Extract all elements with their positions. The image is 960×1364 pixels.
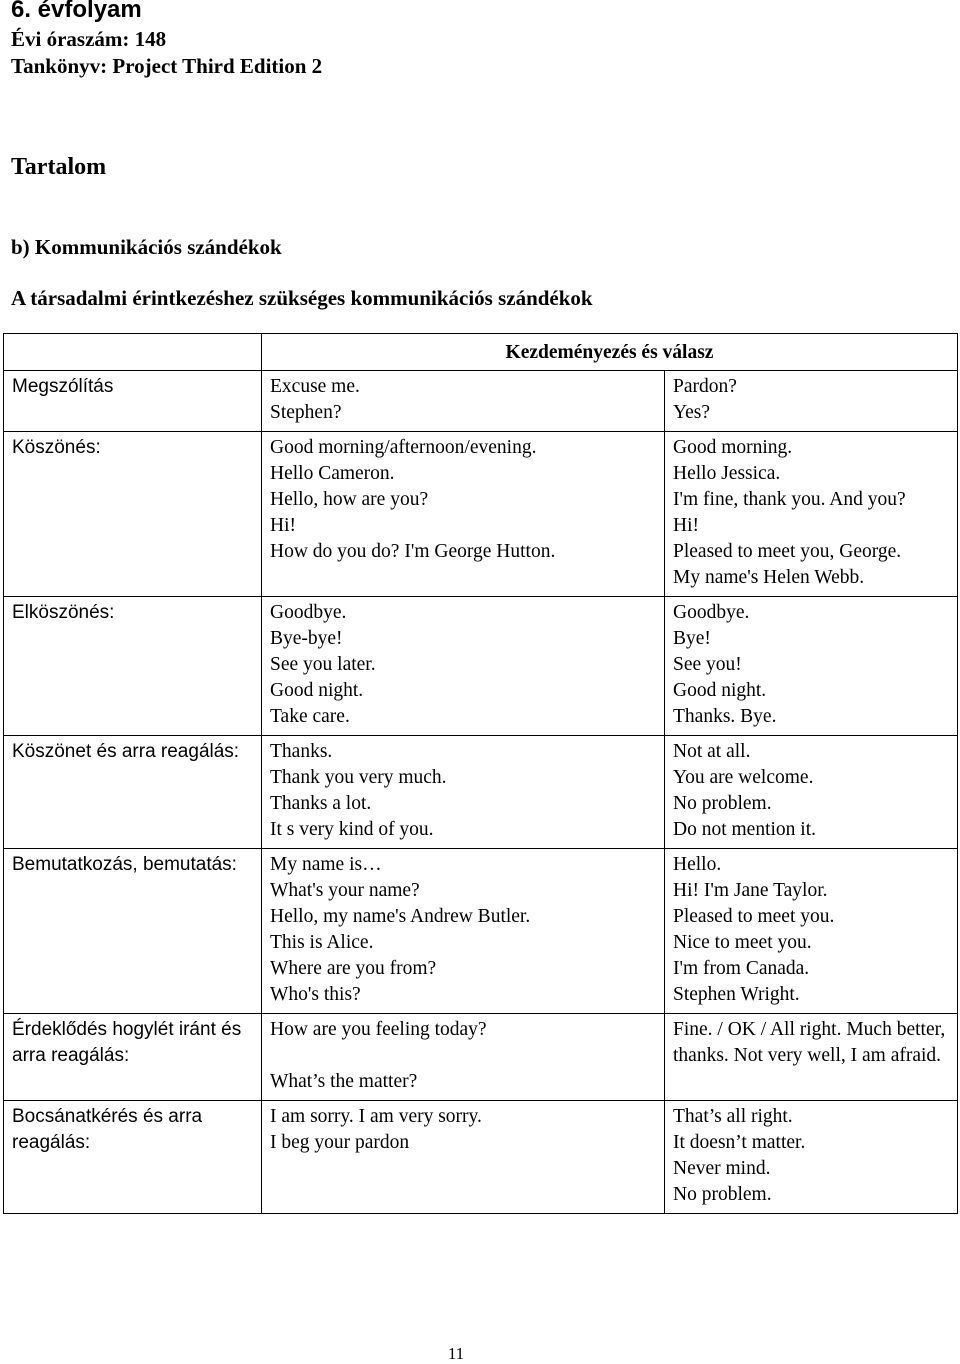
response-phrase: It doesn’t matter. [673,1132,806,1153]
initiation-phrase: I am sorry. I am very sorry. [270,1106,482,1127]
grade-heading: 6. évfolyam [11,0,142,23]
response-cell [665,1014,958,1101]
response-phrase: Never mind. [673,1158,771,1179]
response-phrase: Bye! [673,628,711,649]
initiation-phrase: Excuse me. [270,376,360,397]
category-cell: Köszönés: [4,432,262,597]
initiation-cell [262,849,665,1014]
response-phrase: Hi! I'm Jane Taylor. [673,880,828,901]
table-row [4,1014,958,1101]
initiation-phrase: Stephen? [270,402,342,423]
initiation-phrase: Hi! [270,515,296,536]
response-phrase: Pleased to meet you. [673,906,835,927]
category-cell: Bemutatkozás, bemutatás: [4,849,262,1014]
response-cell [665,1101,958,1214]
table-row [4,432,958,597]
response-phrase: Yes? [673,402,711,423]
initiation-phrase: Bye-bye! [270,628,343,649]
response-phrase: Hello Jessica. [673,463,781,484]
response-cell [665,371,958,432]
initiation-cell [262,371,665,432]
response-phrase: That’s all right. [673,1106,793,1127]
initiation-phrase: Thanks a lot. [270,793,372,814]
textbook-title: Tankönyv: Project Third Edition 2 [11,54,323,78]
response-phrase: Pleased to meet you, George. [673,541,902,562]
table-row [4,736,958,849]
response-cell [665,597,958,736]
table-row [4,371,958,432]
category-cell: Köszönet és arra reagálás: [4,736,262,849]
initiation-phrase: Thank you very much. [270,767,447,788]
annual-hours: Évi óraszám: 148 [11,27,167,51]
initiation-phrase: How do you do? I'm George Hutton. [270,541,556,562]
initiation-phrase: Goodbye. [270,602,347,623]
initiation-phrase: Hello, my name's Andrew Butler. [270,906,531,927]
section-heading: b) Kommunikációs szándékok [11,235,282,259]
initiation-cell [262,432,665,597]
initiation-phrase: What’s the matter? [270,1071,418,1092]
category-cell: Megszólítás [4,371,262,432]
response-cell [665,849,958,1014]
initiation-phrase: This is Alice. [270,932,374,953]
initiation-cell [262,597,665,736]
response-phrase: You are welcome. [673,767,814,788]
response-cell [665,432,958,597]
response-phrase: I'm from Canada. [673,958,810,979]
table-heading: Kezdeményezés és válasz [262,334,958,371]
response-phrase: Nice to meet you. [673,932,812,953]
initiation-phrase: Good morning/afternoon/evening. [270,437,537,458]
response-phrase: Good night. [673,680,767,701]
response-phrase: Stephen Wright. [673,984,800,1005]
initiation-phrase: Hello, how are you? [270,489,429,510]
response-phrase: Not at all. [673,741,751,762]
category-cell: Bocsánatkérés és arra reagálás: [4,1101,262,1214]
initiation-phrase: Take care. [270,706,350,727]
response-phrase: Hi! [673,515,699,536]
initiation-cell [262,1014,665,1101]
initiation-phrase: It s very kind of you. [270,819,434,840]
initiation-phrase: Thanks. [270,741,333,762]
response-phrase: Pardon? [673,376,737,397]
response-phrase: Good morning. [673,437,793,458]
subsection-heading: A társadalmi érintkezéshez szükséges kommunikációs szándékok [11,286,593,310]
initiation-phrase: Who's this? [270,984,361,1005]
heading-blank-cell [4,334,262,371]
initiation-cell [262,1101,665,1214]
initiation-phrase: My name is… [270,854,382,875]
initiation-phrase: Where are you from? [270,958,437,979]
table-row [4,849,958,1014]
initiation-phrase: Good night. [270,680,364,701]
response-phrase: Do not mention it. [673,819,816,840]
initiation-cell [262,736,665,849]
initiation-phrase: How are you feeling today? [270,1019,487,1040]
contents-heading: Tartalom [11,154,107,180]
table-heading-row [4,334,958,371]
category-cell: Elköszönés: [4,597,262,736]
page-number: 11 [447,1344,465,1363]
communication-table [3,333,958,1214]
response-phrase: I'm fine, thank you. And you? [673,489,906,510]
initiation-phrase: Hello Cameron. [270,463,395,484]
response-phrase: Hello. [673,854,722,875]
response-cell [665,736,958,849]
initiation-phrase: I beg your pardon [270,1132,410,1153]
response-phrase: Fine. / OK / All right. Much better, thanks. Not very well, I am afraid. [673,1019,946,1066]
initiation-phrase: What's your name? [270,880,420,901]
initiation-phrase: See you later. [270,654,376,675]
line-gap [270,1043,656,1069]
table-row [4,597,958,736]
response-phrase: My name's Helen Webb. [673,567,865,588]
response-phrase: Goodbye. [673,602,750,623]
category-cell: Érdeklődés hogylét iránt és arra reagálás: [4,1014,262,1101]
response-phrase: No problem. [673,793,772,814]
response-phrase: See you! [673,654,742,675]
response-phrase: No problem. [673,1184,772,1205]
table-row [4,1101,958,1214]
response-phrase: Thanks. Bye. [673,706,777,727]
